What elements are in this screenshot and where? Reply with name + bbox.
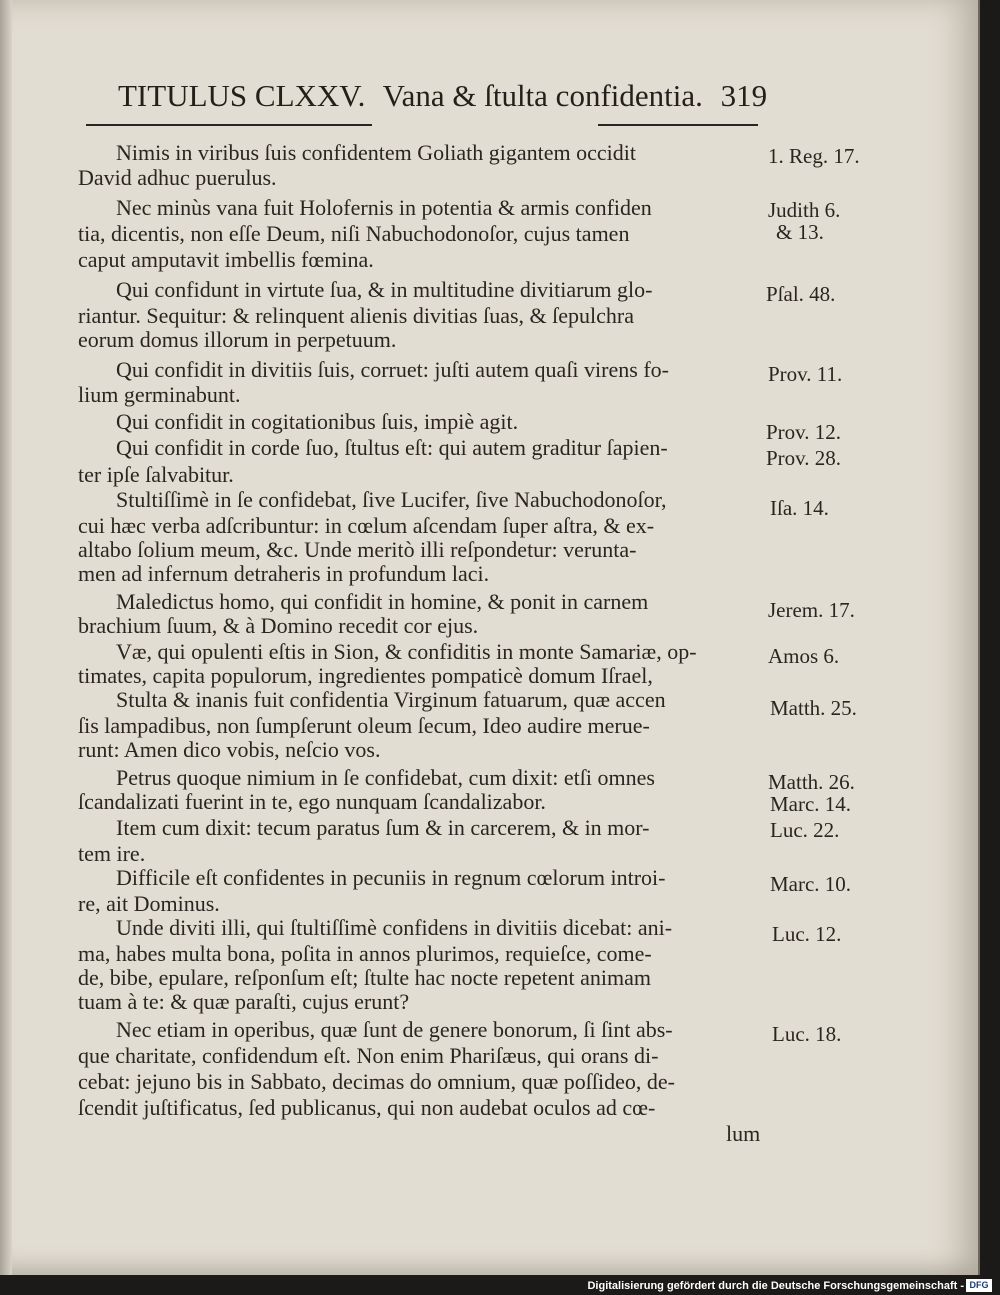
- margin-reference: Marc. 10.: [770, 872, 852, 896]
- text-line: Difficile eſt confidentes in pecuniis in regnum cœlorum introi-: [116, 865, 666, 890]
- margin-reference: Amos 6.: [768, 644, 840, 668]
- header-rule-right: [598, 124, 758, 126]
- text-line: ſis lampadibus, non ſumpſerunt oleum ſecum, Ideo audire merue-: [78, 713, 650, 738]
- dfg-logo: DFG: [966, 1279, 992, 1292]
- digitization-credit: Digitalisierung gefördert durch die Deutsche Forschungsgemeinschaft -: [587, 1280, 964, 1292]
- text-line: altabo ſolium meum, &c. Unde meritò illi reſpondetur: verunta-: [78, 537, 637, 562]
- text-line: lum: [726, 1121, 761, 1146]
- text-line: ter ipſe ſalvabitur.: [78, 462, 234, 487]
- header-subtitle: Vana & ſtulta confidentia.: [382, 78, 703, 113]
- text-line: lium germinabunt.: [78, 382, 241, 407]
- margin-reference: Pſal. 48.: [766, 282, 836, 306]
- margin-reference: Iſa. 14.: [770, 496, 829, 520]
- text-line: caput amputavit imbellis fœmina.: [78, 247, 374, 272]
- text-line: Stultiſſimè in ſe confidebat, ſive Lucifer, ſive Nabuchodonoſor,: [116, 487, 667, 512]
- text-line: que charitate, confidendum eſt. Non enim Phariſæus, qui orans di-: [78, 1043, 659, 1068]
- text-line: Petrus quoque nimium in ſe confidebat, cum dixit: etſi omnes: [116, 765, 655, 790]
- text-line: Nimis in viribus ſuis confidentem Goliath gigantem occidit: [116, 140, 636, 165]
- text-line: Væ, qui opulenti eſtis in Sion, & confiditis in monte Samariæ, op-: [116, 639, 697, 664]
- margin-reference: Prov. 28.: [766, 446, 842, 470]
- text-line: de, bibe, epulare, reſponſum eſt; ſtulte hac nocte repetent animam: [78, 965, 651, 990]
- text-line: Qui confidit in cogitationibus ſuis, impiè agit.: [116, 409, 519, 434]
- text-line: re, ait Dominus.: [78, 891, 220, 916]
- text-line: David adhuc puerulus.: [78, 165, 277, 190]
- text-line: cebat: jejuno bis in Sabbato, decimas do omnium, quæ poſſideo, de-: [78, 1069, 675, 1094]
- text-line: brachium ſuum, & à Domino recedit cor ejus.: [78, 613, 479, 638]
- text-line: ma, habes multa bona, poſita in annos plurimos, requieſce, come-: [78, 941, 652, 966]
- text-line: men ad infernum detraheris in profundum laci.: [78, 561, 490, 586]
- text-line: Item cum dixit: tecum paratus ſum & in carcerem, & in mor-: [116, 815, 650, 840]
- text-line: tia, dicentis, non eſſe Deum, niſi Nabuchodonoſor, cujus tamen: [78, 221, 630, 246]
- text-line: Unde diviti illi, qui ſtultiſſimè confidens in divitiis dicebat: ani-: [116, 915, 673, 940]
- margin-reference: & 13.: [776, 220, 824, 244]
- page-number: 319: [720, 78, 768, 113]
- text-line: tem ire.: [78, 841, 146, 866]
- text-line: Nec minùs vana fuit Holofernis in potentia & armis confiden: [116, 195, 652, 220]
- text-line: Maledictus homo, qui confidit in homine, & ponit in carnem: [116, 589, 649, 614]
- text-line: Qui confidit in divitiis ſuis, corruet: juſti autem quaſi virens fo-: [116, 357, 669, 382]
- margin-reference: Matth. 26.: [768, 770, 855, 794]
- header-rule-left: [86, 124, 372, 126]
- text-line: Qui confidunt in virtute ſua, & in multitudine divitiarum glo-: [116, 277, 653, 302]
- margin-reference: Judith 6.: [768, 198, 841, 222]
- text-line: runt: Amen dico vobis, neſcio vos.: [78, 737, 381, 762]
- margin-reference: Jerem. 17.: [768, 598, 855, 622]
- margin-reference: Luc. 18.: [772, 1022, 842, 1046]
- text-line: tuam à te: & quæ paraſti, cujus erunt?: [78, 989, 410, 1014]
- margin-reference: Prov. 11.: [768, 362, 843, 386]
- text-line: ſcandalizati fuerint in te, ego nunquam ſcandalizabor.: [78, 789, 546, 814]
- margin-reference: Marc. 14.: [770, 792, 852, 816]
- text-line: timates, capita populorum, ingredientes pompaticè domum Iſrael,: [78, 663, 653, 688]
- header-title: TITULUS CLXXV.: [118, 78, 366, 113]
- text-line: ſcendit juſtificatus, ſed publicanus, qui non audebat oculos ad cœ-: [78, 1095, 656, 1120]
- margin-reference: Luc. 12.: [772, 922, 842, 946]
- margin-reference: 1. Reg. 17.: [768, 144, 860, 168]
- running-header: [118, 78, 777, 114]
- page-edge-shadow: [0, 0, 12, 1275]
- text-line: Stulta & inanis fuit confidentia Virginum fatuarum, quæ accen: [116, 687, 666, 712]
- margin-reference: Matth. 25.: [770, 696, 857, 720]
- margin-reference: Luc. 22.: [770, 818, 840, 842]
- text-line: eorum domus illorum in perpetuum.: [78, 327, 397, 352]
- text-line: Nec etiam in operibus, quæ ſunt de genere bonorum, ſi ſint abs-: [116, 1017, 673, 1042]
- margin-reference: Prov. 12.: [766, 420, 842, 444]
- text-line: Qui confidit in corde ſuo, ſtultus eſt: qui autem graditur ſapien-: [116, 435, 668, 460]
- text-line: cui hæc verba adſcribuntur: in cœlum aſcendam ſuper aſtra, & ex-: [78, 513, 655, 538]
- text-line: riantur. Sequitur: & relinquent alienis divitias ſuas, & ſepulchra: [78, 303, 634, 328]
